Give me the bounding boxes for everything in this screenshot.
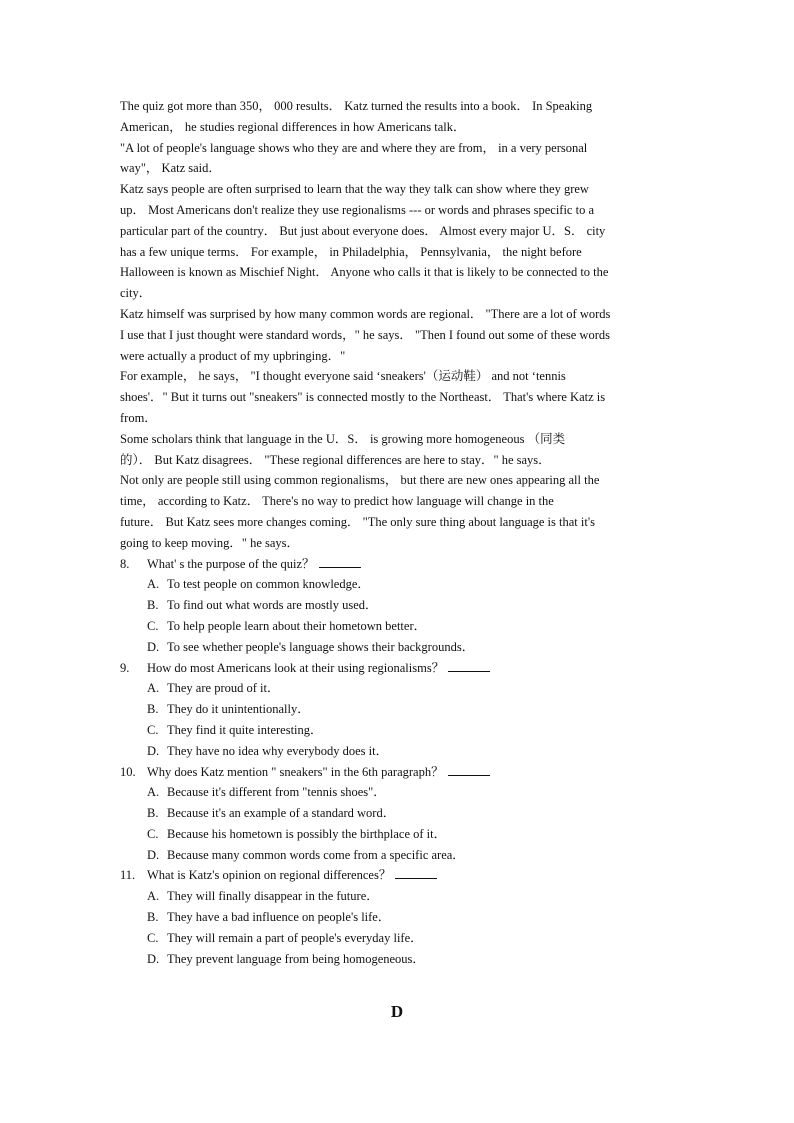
option-b[interactable]: [120, 907, 676, 928]
option-text: To find out what words are mostly used．: [167, 598, 378, 613]
option-a[interactable]: [120, 782, 676, 803]
option-letter: C.: [147, 722, 159, 737]
answer-blank[interactable]: [319, 554, 361, 568]
document-page: [120, 96, 676, 969]
option-b[interactable]: [120, 699, 676, 720]
question-text: What is Katz's opinion on regional differences？: [147, 868, 392, 883]
option-b[interactable]: [120, 595, 676, 616]
option-a[interactable]: [120, 678, 676, 699]
option-text: Because many common words come from a specific area．: [167, 847, 465, 862]
option-letter: D.: [147, 743, 160, 758]
passage-line: The quiz got more than 350， 000 results． Katz turned the results into a book． In Speaking: [120, 99, 593, 113]
option-text: They do it unintentionally．: [167, 702, 310, 717]
option-letter: D.: [147, 639, 160, 654]
question-stem: [120, 865, 676, 886]
passage-line: from．: [120, 410, 157, 425]
option-text: They prevent language from being homogeneous．: [167, 951, 425, 966]
section-heading: D: [390, 1002, 404, 1021]
option-b[interactable]: [120, 803, 676, 824]
option-letter: B.: [147, 910, 159, 925]
option-d[interactable]: [120, 637, 676, 658]
passage-line: Katz himself was surprised by how many common words are regional． "There are a lot of words: [120, 306, 611, 321]
option-text: They find it quite interesting．: [167, 722, 323, 737]
option-a[interactable]: [120, 886, 676, 907]
passage-line: Katz says people are often surprised to learn that the way they talk can show where they grew: [120, 182, 589, 197]
passage-line: particular part of the country． But just about everyone does． Almost every major U．S． city: [120, 223, 606, 238]
option-letter: D.: [147, 847, 160, 862]
passage-line: shoes'．" But it turns out "sneakers" is connected mostly to the Northeast． That's where Katz is: [120, 390, 606, 405]
option-a[interactable]: [120, 574, 676, 595]
option-text: Because it's an example of a standard word．: [167, 806, 396, 821]
option-c[interactable]: [120, 616, 676, 637]
option-c[interactable]: [120, 824, 676, 845]
question-9: [120, 658, 676, 762]
passage-line: up． Most Americans don't realize they use regionalisms --- or words and phrases specific to a: [120, 202, 594, 217]
passage-line: going to keep moving．" he says．: [120, 535, 300, 550]
option-d[interactable]: [120, 741, 676, 762]
option-text: They are proud of it．: [167, 681, 280, 696]
passage-line: Halloween is known as Mischief Night． Anyone who calls it that is likely to be connected to the: [120, 265, 609, 280]
question-stem: [120, 554, 676, 575]
passage-line: Not only are people still using common regionalisms， but there are new ones appearing all the: [120, 473, 600, 488]
answer-blank[interactable]: [448, 762, 490, 776]
answer-blank[interactable]: [395, 865, 437, 879]
option-text: They will finally disappear in the future．: [167, 889, 379, 904]
passage-line: time， according to Katz． There's no way to predict how language will change in the: [120, 494, 554, 509]
passage-line: future． But Katz sees more changes coming． "The only sure thing about language is that it's: [120, 514, 595, 529]
option-letter: A.: [147, 681, 160, 696]
option-letter: A.: [147, 577, 160, 592]
option-letter: B.: [147, 598, 159, 613]
passage-line: I use that I just thought were standard words，" he says． "Then I found out some of these words: [120, 327, 610, 342]
option-letter: C.: [147, 826, 159, 841]
passage-line: way"， Katz said．: [120, 161, 221, 176]
reading-passage: [120, 96, 676, 554]
question-stem: [120, 762, 676, 783]
option-letter: B.: [147, 702, 159, 717]
option-text: To see whether people's language shows their backgrounds．: [167, 639, 475, 654]
option-text: Because his hometown is possibly the birthplace of it．: [167, 826, 447, 841]
question-text: What' s the purpose of the quiz？: [147, 556, 315, 571]
option-letter: A.: [147, 889, 160, 904]
option-c[interactable]: [120, 720, 676, 741]
passage-line: American， he studies regional differences in how Americans talk．: [120, 119, 466, 134]
question-number: 10.: [120, 764, 136, 779]
passage-line: "A lot of people's language shows who they are and where they are from， in a very personal: [120, 140, 588, 155]
question-8: [120, 554, 676, 658]
option-letter: B.: [147, 806, 159, 821]
question-number: 11.: [120, 868, 136, 883]
passage-line: city．: [120, 286, 152, 301]
option-d[interactable]: [120, 845, 676, 866]
answer-blank[interactable]: [448, 658, 490, 672]
question-stem: [120, 658, 676, 679]
question-text: Why does Katz mention " sneakers" in the 6th paragraph？: [147, 764, 444, 779]
question-number: 8.: [120, 556, 130, 571]
option-text: To test people on common knowledge．: [167, 577, 370, 592]
passage-line: Some scholars think that language in the U．S． is growing more homogeneous （同类: [120, 431, 566, 446]
option-letter: D.: [147, 951, 160, 966]
passage-line: 的）． But Katz disagrees． "These regional differences are here to stay．" he says．: [120, 452, 551, 467]
option-c[interactable]: [120, 928, 676, 949]
question-number: 9.: [120, 660, 130, 675]
option-text: Because it's different from "tennis shoes"．: [167, 785, 386, 800]
question-11: [120, 865, 676, 969]
option-d[interactable]: [120, 949, 676, 970]
passage-line: For example， he says， "I thought everyone said ‘sneakers'（运动鞋） and not ‘tennis: [120, 369, 566, 384]
option-letter: C.: [147, 618, 159, 633]
passage-line: has a few unique terms． For example， in Philadelphia， Pennsylvania， the night before: [120, 244, 582, 259]
option-text: They have no idea why everybody does it．: [167, 743, 389, 758]
question-10: [120, 762, 676, 866]
option-text: They will remain a part of people's everyday life．: [167, 930, 423, 945]
option-text: They have a bad influence on people's life．: [167, 910, 391, 925]
passage-line: were actually a product of my upbringing．": [120, 348, 346, 363]
option-text: To help people learn about their hometown better．: [167, 618, 427, 633]
question-text: How do most Americans look at their using regionalisms？: [147, 660, 445, 675]
option-letter: A.: [147, 785, 160, 800]
option-letter: C.: [147, 930, 159, 945]
